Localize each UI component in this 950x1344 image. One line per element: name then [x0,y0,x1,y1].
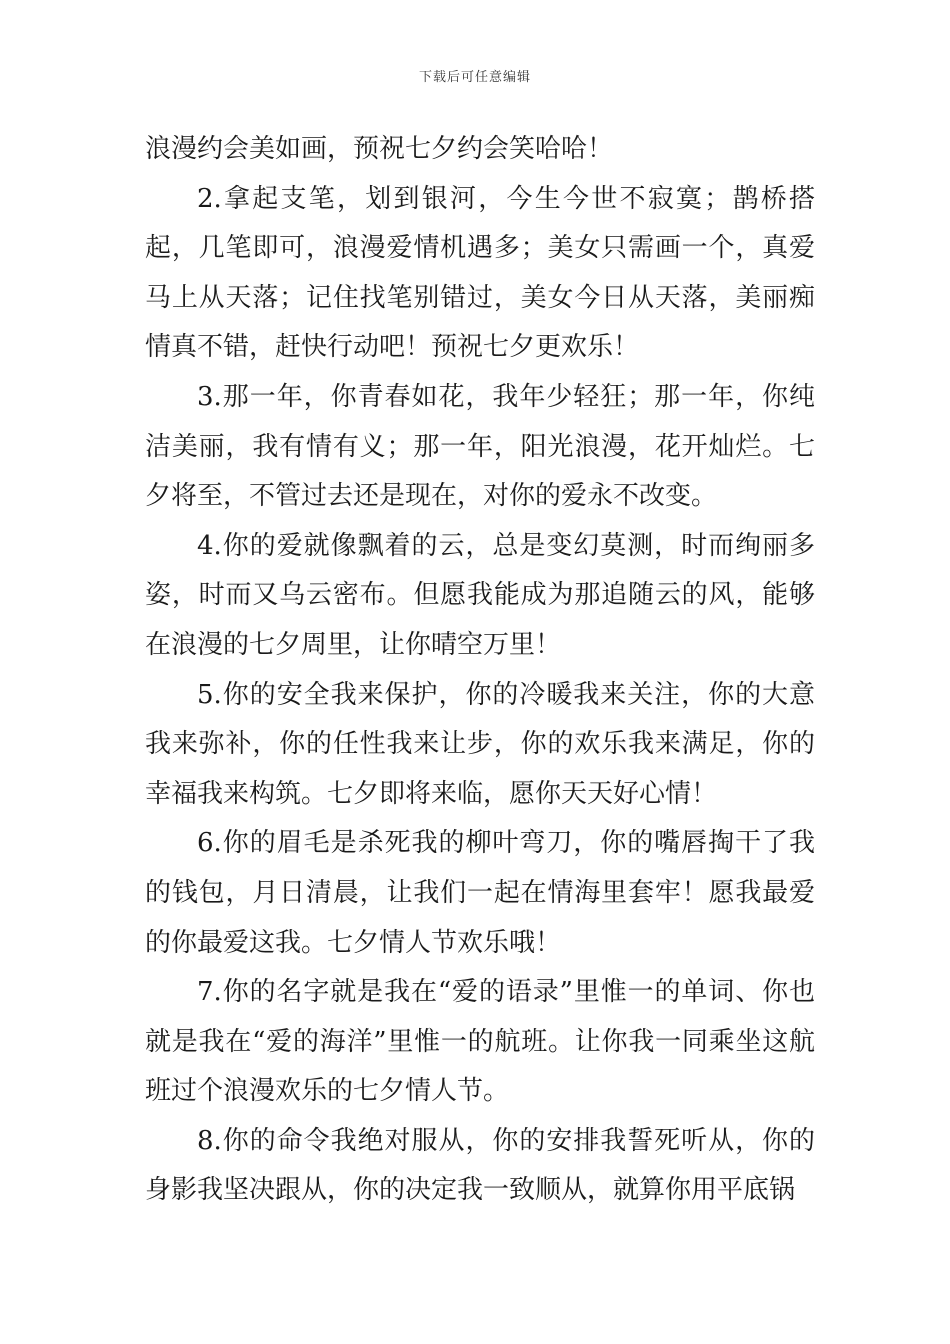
paragraph-continuation: 浪漫约会美如画，预祝七夕约会笑哈哈！ [145,134,614,164]
paragraph-item-8: 8.你的命令我绝对服从，你的安排我誓死听从，你的身影我坚决跟从，你的决定我一致顺从，就算你用平底锅 [145,1125,815,1206]
paragraph-item-3: 3.那一年，你青春如花，我年少轻狂；那一年，你纯洁美丽，我有情有义；那一年，阳光浪漫，花开灿烂。七夕将至，不管过去还是现在，对你的爱永不改变。 [145,381,815,512]
paragraph-item-2: 2.拿起支笔，划到银河，今生今世不寂寞；鹊桥搭起，几笔即可，浪漫爱情机遇多；美女只需画一个，真爱马上从天落；记住找笔别错过，美女今日从天落，美丽痴情真不错，赶快行动吧！预祝七夕更欢乐！ [145,183,815,363]
paragraph-item-6: 6.你的眉毛是杀死我的柳叶弯刀，你的嘴唇掏干了我的钱包，月日清晨，让我们一起在情海里套牢！愿我最爱的你最爱这我。七夕情人节欢乐哦！ [145,828,815,958]
document-body [145,125,815,1216]
paragraph-item-5: 5.你的安全我来保护，你的冷暖我来关注，你的大意我来弥补，你的任性我来让步，你的欢乐我来满足，你的幸福我来构筑。七夕即将来临，愿你天天好心情！ [145,679,815,809]
paragraph-item-4: 4.你的爱就像飘着的云，总是变幻莫测，时而绚丽多姿，时而又乌云密布。但愿我能成为那追随云的风，能够在浪漫的七夕周里，让你晴空万里！ [145,530,815,660]
page-header: 下载后可任意编辑 [418,70,531,85]
paragraph-item-7: 7.你的名字就是我在“爱的语录”里惟一的单词、你也就是我在“爱的海洋”里惟一的航班。让你我一同乘坐这航班过个浪漫欢乐的七夕情人节。 [145,977,815,1107]
